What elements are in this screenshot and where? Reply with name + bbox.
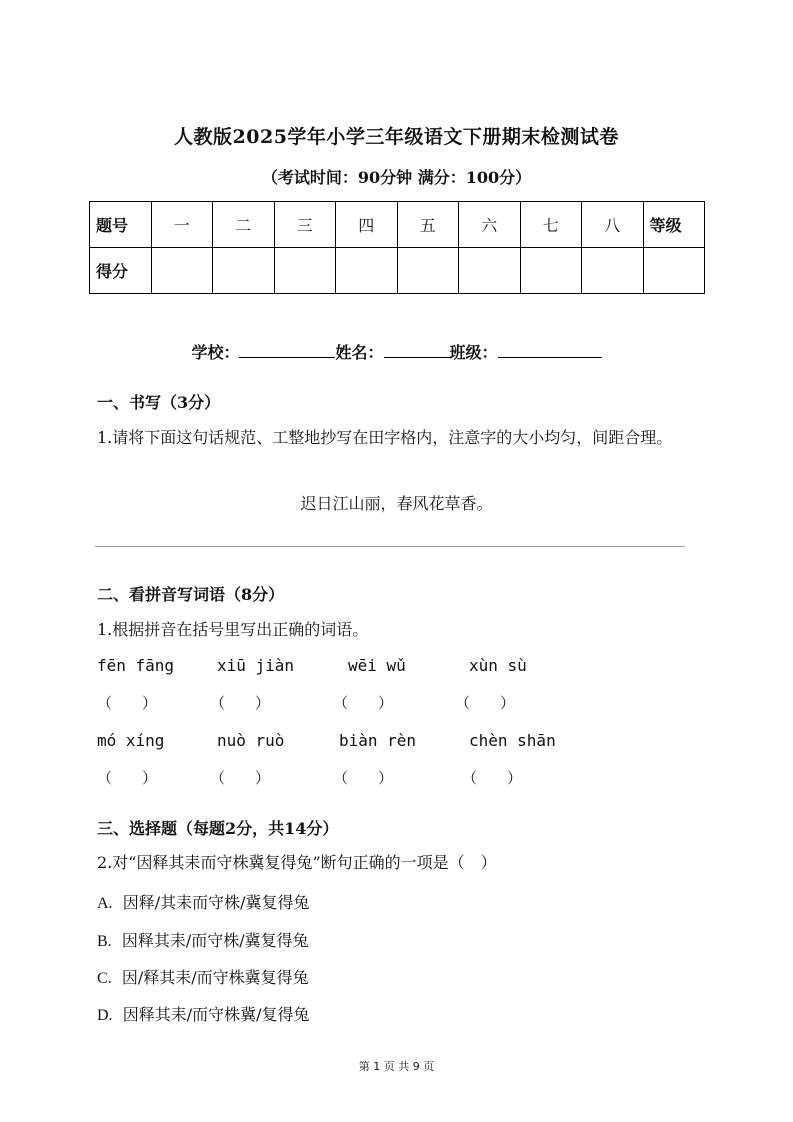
score-blank-cell bbox=[336, 248, 398, 294]
answer-option: D. 因释其耒/而守株冀/复得兔 bbox=[97, 1005, 310, 1024]
school-blank bbox=[239, 343, 335, 358]
school-label: 学校： bbox=[191, 343, 240, 362]
answer-parentheses: （ ） bbox=[210, 694, 271, 712]
page-footer: 第 1 页 共 9 页 bbox=[358, 1060, 435, 1073]
score-blank-cell bbox=[520, 248, 582, 294]
table-cell: 四 bbox=[336, 202, 398, 248]
writing-line bbox=[95, 546, 685, 547]
pinyin-label: xùn sù bbox=[469, 656, 527, 675]
answer-parentheses: （ ） bbox=[333, 694, 394, 712]
answer-parentheses: （ ） bbox=[333, 769, 394, 787]
answer-option: A. 因释/其耒而守株/冀复得兔 bbox=[97, 893, 310, 912]
table-cell: 五 bbox=[397, 202, 459, 248]
section-heading: 一、书写（3分） bbox=[97, 393, 221, 412]
score-table-header-row bbox=[90, 202, 705, 248]
answer-parentheses: （ ） bbox=[462, 769, 523, 787]
score-blank-cell bbox=[151, 248, 213, 294]
class-blank bbox=[498, 343, 602, 358]
table-cell: 等级 bbox=[643, 202, 705, 248]
class-label: 班级： bbox=[449, 343, 498, 362]
name-blank bbox=[384, 343, 450, 358]
name-label: 姓名： bbox=[335, 343, 384, 362]
score-table-score-row bbox=[90, 248, 705, 294]
section-heading: 三、选择题（每题2分，共14分） bbox=[97, 819, 339, 838]
copy-sentence: 迟日江山丽，春风花草香。 bbox=[300, 494, 493, 513]
pinyin-label: chèn shān bbox=[469, 731, 556, 750]
student-info-line bbox=[0, 340, 793, 363]
score-blank-cell bbox=[459, 248, 521, 294]
pinyin-label: biàn rèn bbox=[339, 731, 417, 750]
answer-parentheses: （ ） bbox=[210, 769, 271, 787]
pinyin-label: wēi wǔ bbox=[348, 656, 406, 675]
pinyin-label: nuò ruò bbox=[217, 731, 285, 750]
score-blank-cell bbox=[274, 248, 336, 294]
section-heading: 二、看拼音写词语（8分） bbox=[97, 585, 285, 604]
question-text: 2.对“因释其耒而守株冀复得兔”断句正确的一项是（ ） bbox=[97, 853, 497, 872]
score-table bbox=[89, 201, 705, 294]
table-cell: 三 bbox=[274, 202, 336, 248]
answer-option: B. 因释其耒/而守株/冀复得兔 bbox=[97, 931, 309, 950]
answer-parentheses: （ ） bbox=[455, 694, 516, 712]
score-blank-cell bbox=[643, 248, 705, 294]
table-cell: 得分 bbox=[90, 248, 152, 294]
answer-parentheses: （ ） bbox=[97, 769, 158, 787]
answer-option: C. 因/释其耒/而守株冀复得兔 bbox=[97, 968, 309, 987]
score-blank-cell bbox=[582, 248, 644, 294]
pinyin-label: mó xíng bbox=[97, 731, 165, 750]
table-cell: 八 bbox=[582, 202, 644, 248]
question-text: 1.请将下面这句话规范、工整地抄写在田字格内，注意字的大小均匀，间距合理。 bbox=[97, 428, 673, 447]
page-title: 人教版2025学年小学三年级语文下册期末检测试卷 bbox=[174, 126, 619, 148]
pinyin-label: fēn fāng bbox=[97, 656, 175, 675]
pinyin-label: xiū jiàn bbox=[217, 656, 295, 675]
table-cell: 题号 bbox=[90, 202, 152, 248]
table-cell: 六 bbox=[459, 202, 521, 248]
question-text: 1.根据拼音在括号里写出正确的词语。 bbox=[97, 620, 369, 639]
exam-info-subtitle: （考试时间：90分钟 满分：100分） bbox=[261, 168, 532, 187]
score-blank-cell bbox=[213, 248, 275, 294]
table-cell: 一 bbox=[151, 202, 213, 248]
score-blank-cell bbox=[397, 248, 459, 294]
table-cell: 二 bbox=[213, 202, 275, 248]
answer-parentheses: （ ） bbox=[97, 694, 158, 712]
table-cell: 七 bbox=[520, 202, 582, 248]
